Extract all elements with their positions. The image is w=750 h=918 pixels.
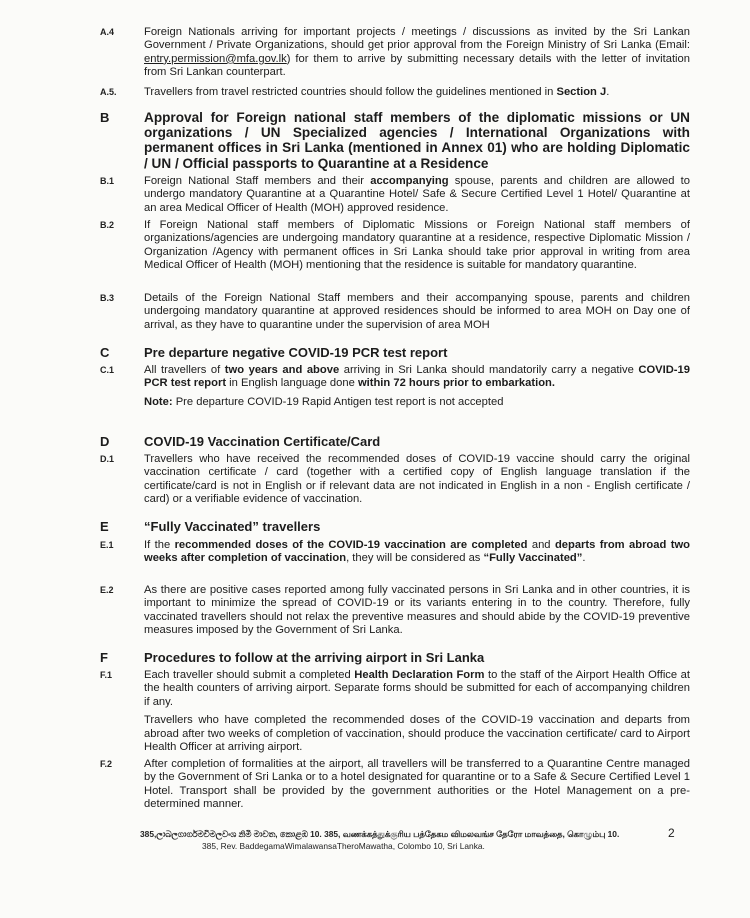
section-letter: B — [100, 110, 110, 125]
email-link[interactable]: entry.permission@mfa.gov.lk — [144, 52, 287, 65]
clause-a4 — [100, 26, 690, 80]
clause-code: B.1 — [100, 176, 115, 186]
clause-code: E.1 — [100, 540, 114, 550]
section-e — [100, 519, 690, 535]
clause-code: C.1 — [100, 365, 115, 375]
section-letter: C — [100, 345, 110, 360]
clause-c1 — [100, 364, 690, 414]
note: Note: Pre departure COVID-19 Rapid Antigen test report is not accepted — [144, 395, 504, 408]
footer-address-local: 385,ලාබලගාර්ගමවිමලවංශ නිමි මාවත, කොළඹ 10. 385, வணக்கத்துக்குரிய பத்தேகம விமலவங்ச தேரோ மாவத்தை, கொழும்பு 10. — [140, 829, 620, 839]
section-d — [100, 434, 690, 450]
clause-text: Foreign Nationals arriving for important projects / meetings / discussions as invited by the Sri Lankan Government / Private Organizations, should get prior approval from the Foreign Ministry of Sri Lanka (Email: entry.permission@mfa.gov.lk) for them to arrive by submitting necessary details with the letter of invitation from Sri Lankan counterpart. — [144, 26, 690, 79]
clause-f1 — [100, 669, 690, 759]
section-f — [100, 650, 690, 666]
clause-f2 — [100, 758, 690, 812]
page-number: 2 — [668, 826, 675, 840]
footer-address-english: 385, Rev. BaddegamaWimalawansaTheroMawatha, Colombo 10, Sri Lanka. — [202, 841, 485, 851]
clause-code: A.5. — [100, 87, 117, 97]
section-heading: Approval for Foreign national staff members of the diplomatic missions or UN organizations / UN Specialized agencies / International Organizations with permanent offices in Sri Lanka (mentioned in Annex 01) who are holding Diplomatic / UN / Official passports to Quarantine at a Residence — [144, 110, 690, 171]
section-heading: Procedures to follow at the arriving airport in Sri Lanka — [144, 650, 485, 665]
clause-text: Each traveller should submit a completed Health Declaration Form to the staff of the Airport Health Office at the health counters of arriving airport. Separate forms should be submitted for each of accompanying children if any. Travellers who have completed the recommended doses of the COVID-19 vaccination and departs from abroad after two weeks of completion of vaccination, should produce the vaccination certificate/ card to Airport Health Officer at arriving airport. — [144, 669, 690, 754]
section-heading: Pre departure negative COVID-19 PCR test report — [144, 345, 448, 360]
clause-b2 — [100, 219, 690, 273]
clause-d1 — [100, 453, 690, 507]
clause-text: Travellers who have received the recommended doses of COVID-19 vaccine should carry the original vaccination certificate / card (together with a certified copy of English language translation if the certificate/card is not in English or if relevant data are not indicated in English in a non - English certificate / card) or a verifiable evidence of vaccination. — [144, 453, 690, 506]
clause-text: If Foreign National staff members of Diplomatic Missions or Foreign National staff members of organizations/agencies are undergoing mandatory quarantine at a residence, respective Diplomatic Mission / Organization /Agency with permanent offices in Sri Lanka should take prior approval in writing from area Medical Officer of Health (MOH) mentioning that the residence is suitable for mandatory quarantine. — [144, 219, 690, 272]
clause-b1 — [100, 175, 690, 215]
clause-code: B.3 — [100, 293, 115, 303]
clause-text: After completion of formalities at the airport, all travellers will be transferred to a Quarantine Centre managed by the Government of Sri Lanka or to a hotel designated for quarantine or to a Safe & Secure Certified Level 1 Hotel. Transport shall be provided by the government authorities or the Hotel Management on a pre-determined manner. — [144, 758, 690, 811]
section-letter: D — [100, 434, 110, 449]
clause-e2 — [100, 584, 690, 638]
clause-e1 — [100, 539, 690, 566]
clause-code: D.1 — [100, 454, 115, 464]
section-letter: F — [100, 650, 108, 665]
clause-text: All travellers of two years and above arriving in Sri Lanka should mandatorily carry a negative COVID-19 PCR test report in English language done within 72 hours prior to embarkation. Note: Pre departure COVID-19 Rapid Antigen test report is not accepted — [144, 364, 690, 408]
clause-code: E.2 — [100, 585, 114, 595]
clause-code: B.2 — [100, 220, 115, 230]
section-c — [100, 345, 690, 361]
clause-a5 — [100, 86, 690, 99]
page-footer — [140, 828, 620, 852]
section-letter: E — [100, 519, 109, 534]
section-heading: COVID-19 Vaccination Certificate/Card — [144, 434, 381, 449]
clause-text: Foreign National Staff members and their accompanying spouse, parents and children are allowed to undergo mandatory Quarantine at a Quarantine Hotel/ Safe & Secure Certified Level 1 Hotel/ Quarantine at an area Medical Officer of Health (MOH) approved residence. — [144, 175, 690, 214]
clause-code: F.1 — [100, 670, 113, 680]
clause-text: Details of the Foreign National Staff members and their accompanying spouse, parents and children undergoing mandatory quarantine at approved residences should be informed to area MOH on Day one of arrival, as they have to quarantine under the supervision of area MOH — [144, 292, 690, 331]
section-heading: “Fully Vaccinated” travellers — [144, 519, 321, 534]
clause-b3 — [100, 292, 690, 332]
clause-text: If the recommended doses of the COVID-19 vaccination are completed and departs from abroad two weeks after completion of vaccination, they will be considered as “Fully Vaccinated”. — [144, 539, 690, 565]
clause-text: As there are positive cases reported among fully vaccinated persons in Sri Lanka and in other countries, it is important to minimize the spread of COVID-19 or its variants entering in to the country. Therefore, fully vaccinated travellers should not relax the preventive measures and should abide by the COVID-19 preventive measures imposed by the Government of Sri Lanka. — [144, 584, 690, 637]
section-b — [100, 110, 690, 171]
clause-code: A.4 — [100, 27, 115, 37]
clause-code: F.2 — [100, 759, 113, 769]
clause-text: Travellers from travel restricted countries should follow the guidelines mentioned in Section J. — [144, 86, 610, 98]
